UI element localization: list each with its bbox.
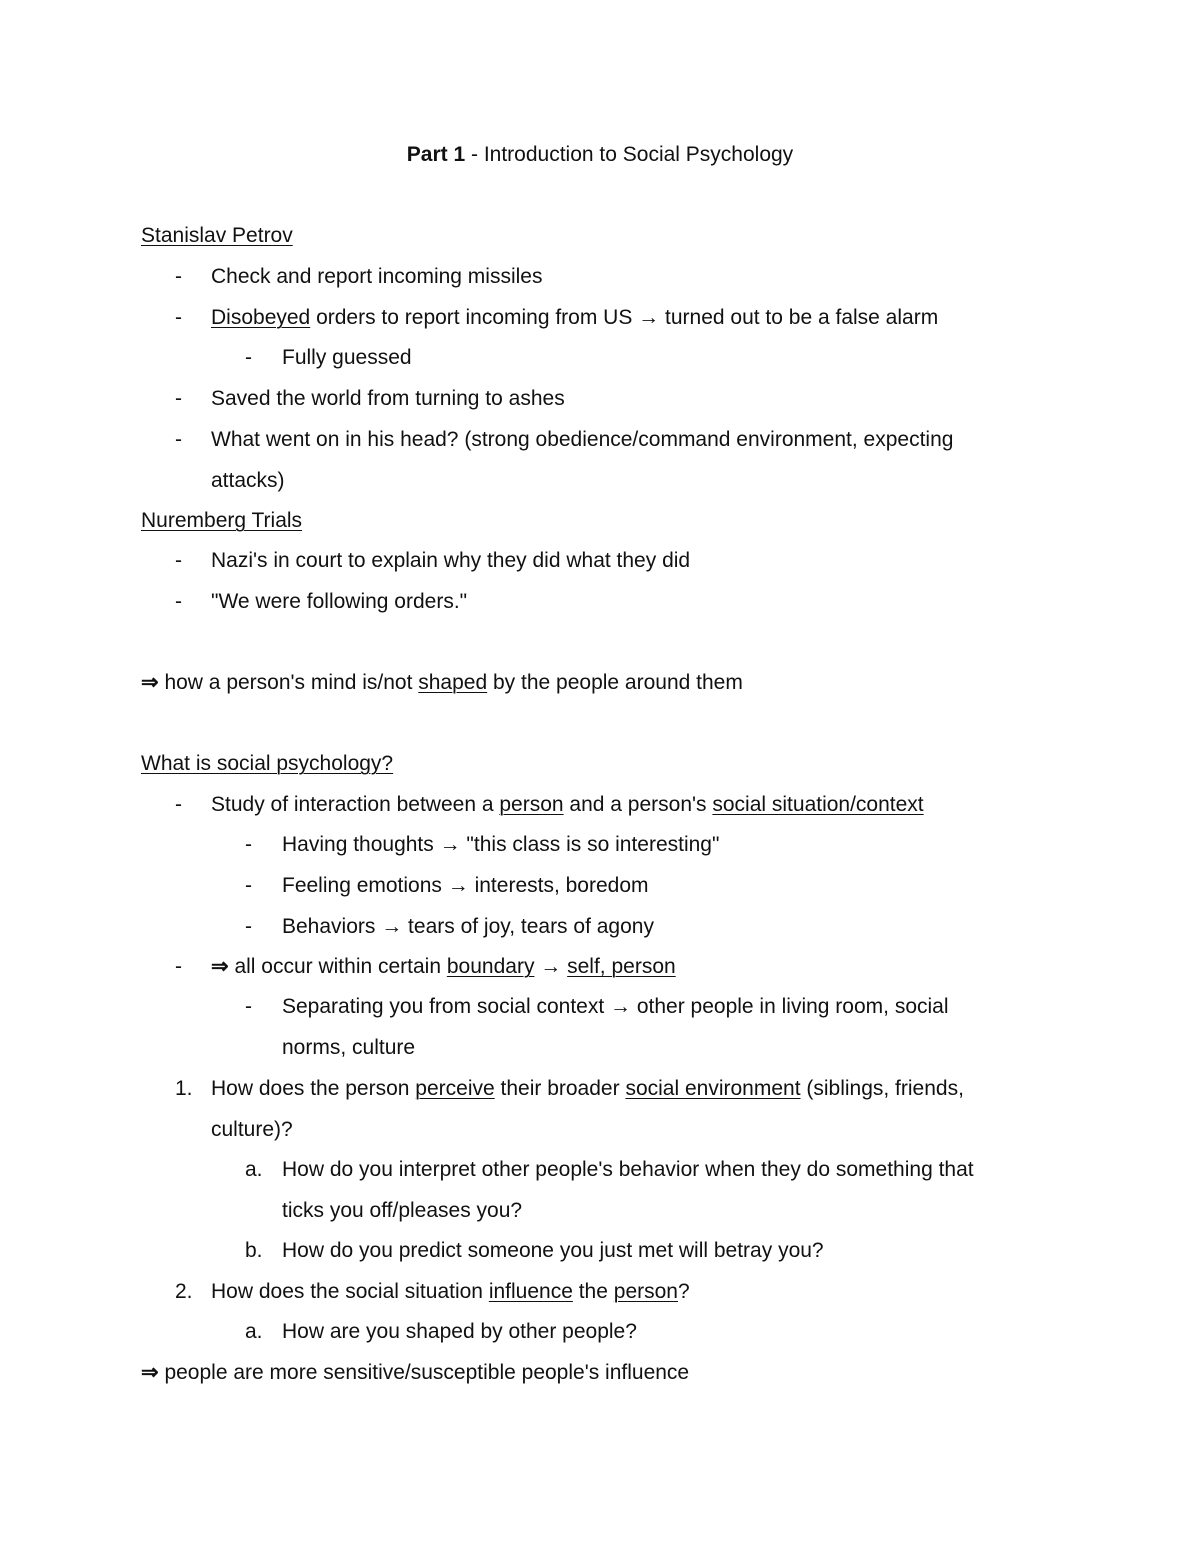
list-letter: a. — [245, 1158, 263, 1181]
double-arrow-icon: ⇒ — [141, 671, 159, 694]
petrov-bullet-3: Saved the world from turning to ashes — [211, 387, 565, 410]
social-bullet-2: ⇒ all occur within certain boundary → self, person — [211, 955, 676, 978]
bullet-dash: - — [245, 833, 252, 856]
petrov-bullet-4-line-1: What went on in his head? (strong obedience/command environment, expecting — [211, 428, 954, 451]
section-heading-social-psychology: What is social psychology? — [141, 752, 394, 775]
bullet-dash: - — [175, 549, 182, 572]
bullet-dash: - — [175, 428, 182, 451]
bullet-dash: - — [175, 793, 182, 816]
social-bullet-2-sub-line-1: Separating you from social context → other people in living room, social — [282, 995, 949, 1018]
question-2a: How are you shaped by other people? — [282, 1320, 637, 1343]
social-sub-bullet-1: Having thoughts → "this class is so interesting" — [282, 833, 720, 856]
bullet-dash: - — [175, 590, 182, 613]
bullet-dash: - — [245, 915, 252, 938]
petrov-bullet-2: Disobeyed orders to report incoming from US → turned out to be a false alarm — [211, 306, 939, 329]
bullet-dash: - — [245, 346, 252, 369]
bullet-dash: - — [245, 874, 252, 897]
list-number: 1. — [175, 1077, 193, 1100]
social-sub-bullet-2: Feeling emotions → interests, boredom — [282, 874, 649, 897]
bullet-dash: - — [175, 955, 182, 978]
bullet-dash: - — [175, 387, 182, 410]
social-bullet-2-sub-line-2: norms, culture — [282, 1036, 416, 1059]
question-1-line-1: How does the person perceive their broader social environment (siblings, friends, — [211, 1077, 964, 1100]
question-2: How does the social situation influence the person? — [211, 1280, 690, 1303]
bullet-dash: - — [175, 265, 182, 288]
summary-line-1: ⇒ how a person's mind is/not shaped by the people around them — [141, 671, 743, 694]
petrov-sub-bullet: Fully guessed — [282, 346, 412, 369]
bullet-dash: - — [245, 995, 252, 1018]
social-bullet-1: Study of interaction between a person and a person's social situation/context — [211, 793, 924, 816]
section-heading-petrov: Stanislav Petrov — [141, 224, 293, 247]
nuremberg-bullet-2: "We were following orders." — [211, 590, 468, 613]
question-1a-line-1: How do you interpret other people's behavior when they do something that — [282, 1158, 974, 1181]
list-letter: b. — [245, 1239, 263, 1262]
page-title: Part 1 - Introduction to Social Psychology — [406, 143, 794, 166]
list-number: 2. — [175, 1280, 193, 1303]
question-1-line-2: culture)? — [211, 1118, 293, 1141]
bullet-dash: - — [175, 306, 182, 329]
double-arrow-icon: ⇒ — [211, 955, 229, 978]
nuremberg-bullet-1: Nazi's in court to explain why they did what they did — [211, 549, 691, 572]
petrov-bullet-1: Check and report incoming missiles — [211, 265, 543, 288]
question-1a-line-2: ticks you off/pleases you? — [282, 1199, 523, 1222]
section-heading-nuremberg: Nuremberg Trials — [141, 509, 303, 532]
petrov-bullet-4-line-2: attacks) — [211, 469, 285, 492]
question-1b: How do you predict someone you just met will betray you? — [282, 1239, 824, 1262]
social-sub-bullet-3: Behaviors → tears of joy, tears of agony — [282, 915, 654, 938]
summary-line-2: ⇒ people are more sensitive/susceptible people's influence — [141, 1361, 690, 1384]
double-arrow-icon: ⇒ — [141, 1361, 159, 1384]
list-letter: a. — [245, 1320, 263, 1343]
